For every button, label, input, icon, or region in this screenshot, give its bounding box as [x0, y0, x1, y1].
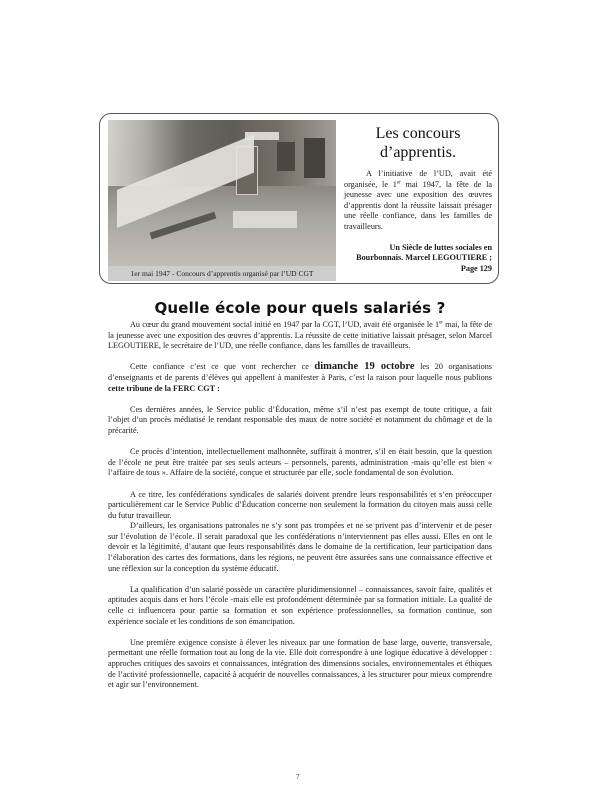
article-title: Quelle école pour quels salariés ?	[154, 299, 446, 317]
sidebar-box	[99, 113, 499, 284]
paragraph-6: D’ailleurs, les organisations patronales ne s’y sont pas trompées et ne se privent pas d’intervenir et de peser sur l’évolution de l’école. Il serait paradoxal que les confédérations n’interviennent pas elles aussi. Elles en ont le devoir et la légitimité, d’autant que leurs responsabilités dans le domaine de la certification, leur participation dans l’élaboration des cartes des formations, dans les régions, ne peuvent être assurées sans une connaissance effective et une réflexion sur la conception du système éducatif.	[108, 521, 492, 573]
article-body	[108, 320, 492, 701]
paragraph-4: Ce procès d’intention, intellectuellement malhonnête, suffirait à montrer, s’il en était besoin, que la question de l’école ne peut être traitée par ses seuls acteurs – personnels, parents, administration -mais qu’elle est bien « l’affaire de tous ». Affaire de la société, conçue et structurée par elle, socle fondamental de son évolution.	[108, 447, 492, 478]
paragraph-2: Cette confiance c’est ce que vont rechercher ce dimanche 19 octobre les 20 organisations d’enseignants et de parents d’élèves qui appellent à manifester à Paris, c’est la raison pour laquelle nous publions cette tribune de la FERC CGT :	[108, 361, 492, 393]
event-date: dimanche 19 octobre	[314, 361, 415, 373]
photo-caption: 1er mai 1947 - Concours d’apprentis organisé par l’UD CGT	[108, 266, 336, 281]
sidebar-title: Les concours d’apprentis.	[375, 125, 461, 161]
exhibition-photo	[108, 120, 336, 266]
paragraph-8: Une première exigence consiste à élever les niveaux par une formation de base large, ouverte, transversale, permettant une réelle formation tout au long de la vie. Elle doit correspondre à une logique éducative à développer : approches critiques des savoirs et connaissances, intégration des dimensions sociales, environnementales et éthiques de l’activité professionnelle, capacité à acquérir de nouvelles connaissances, à les structurer pour mieux comprendre et agir sur l’environnement.	[108, 637, 492, 690]
paragraph-3: Ces dernières années, le Service public d’Éducation, même s’il n’est pas exempt de toute critique, a fait l’objet d’un procès médiatisé le rendant responsable des maux de notre société et notamment du chômage et de la précarité.	[108, 404, 492, 435]
paragraph-5: A ce titre, les confédérations syndicales de salariés doivent prendre leurs responsabilités et s’en préoccuper particulièrement car le Service Public d’Éducation concerne non seulement la formation du citoyen mais aussi celle du futur travailleur.	[108, 489, 492, 520]
page-number: 7	[296, 773, 300, 781]
sidebar-source: Un Siècle de luttes sociales en Bourbonnais. Marcel LEGOUTIERE ; Page 129	[356, 242, 492, 273]
paragraph-7: La qualification d’un salarié possède un caractère pluridimensionnel – connaissances, savoir faire, qualités et aptitudes acquis dans et hors l’école -mais elle est profondément déterminée par sa formation initiale. La qualité de celle ci influencera pour partie sa formation et son expérience professionnelles, sa formation continue, son expérience sociale et les conditions de son émancipation.	[108, 584, 492, 626]
sidebar-paragraph: A l’initiative de l’UD, avait été organisée, le 1er mai 1947, la fête de la jeunesse avec une exposition des œuvres d’apprentis dont la réussite laissait présager une réelle confiance, dans les familles de travailleurs.	[344, 169, 492, 231]
sidebar-text-column	[344, 120, 492, 280]
paragraph-1: Au cœur du grand mouvement social initié en 1947 par la CGT, l’UD, avait été organisée le 1er mai, la fête de la jeunesse avec une exposition des œuvres d’apprentis. La réussite de cette initiative laissait présager, selon Marcel LEGOUTIERE, le secrétaire de l’UD, une réelle confiance, dans les familles de travailleurs.	[108, 320, 492, 351]
